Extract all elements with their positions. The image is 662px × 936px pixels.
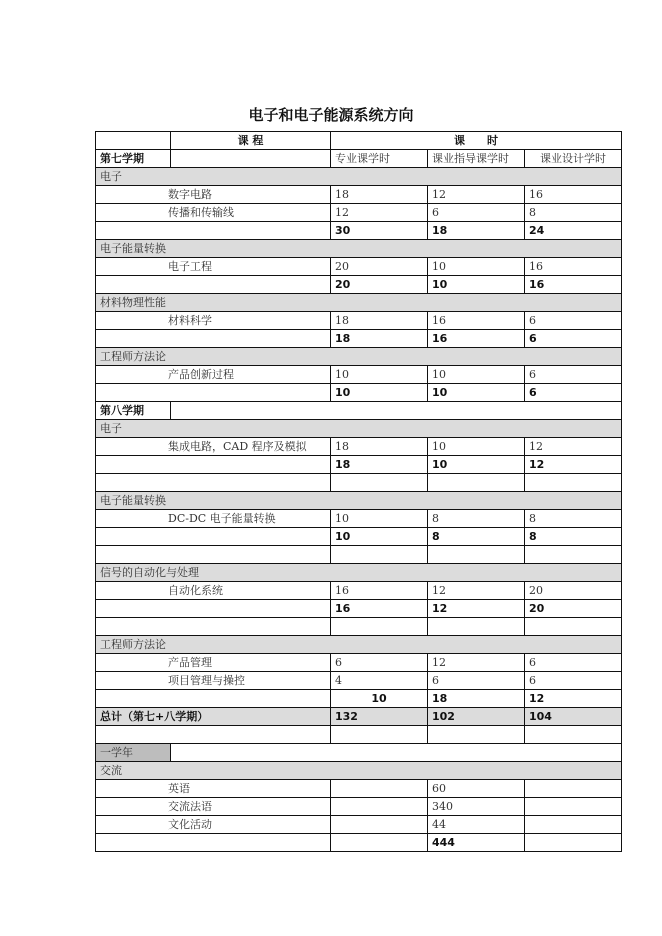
total-row — [96, 222, 622, 240]
empty-cell — [96, 726, 331, 744]
semester-label: 第八学期 — [96, 402, 171, 420]
group-label: 信号的自动化与处理 — [96, 564, 622, 582]
subtotal-value: 16 — [525, 276, 622, 294]
item-row — [96, 258, 622, 276]
empty-cell — [428, 474, 525, 492]
group-row — [96, 240, 622, 258]
empty-cell — [96, 276, 331, 294]
empty-cell — [331, 474, 428, 492]
group-label: 工程师方法论 — [96, 636, 622, 654]
course-name: 产品管理 — [96, 654, 331, 672]
document-title: 电子和电子能源系统方向 — [248, 106, 414, 124]
subtotal-value: 18 — [428, 690, 525, 708]
item-row — [96, 186, 622, 204]
hours-value: 60 — [428, 780, 525, 798]
group-row — [96, 492, 622, 510]
hours-value — [331, 798, 428, 816]
blank-row — [96, 546, 622, 564]
hours-value: 6 — [331, 654, 428, 672]
subtotal-value: 12 — [428, 600, 525, 618]
hours-value — [331, 816, 428, 834]
subtotal-value: 24 — [525, 222, 622, 240]
course-name: 传播和传输线 — [96, 204, 331, 222]
empty-cell — [96, 690, 331, 708]
course-name: 产品创新过程 — [96, 366, 331, 384]
subtotal-value: 30 — [331, 222, 428, 240]
subtotal-value: 10 — [331, 384, 428, 402]
blank-row — [96, 474, 622, 492]
hours-value: 4 — [331, 672, 428, 690]
empty-cell — [96, 600, 331, 618]
blank-row — [96, 726, 622, 744]
empty-cell — [96, 330, 331, 348]
total-row — [96, 456, 622, 474]
course-name: 文化活动 — [96, 816, 331, 834]
column-header: 课业指导课学时 — [428, 150, 525, 168]
hours-value: 20 — [525, 582, 622, 600]
course-name: 自动化系统 — [96, 582, 331, 600]
course-name: 交流法语 — [96, 798, 331, 816]
empty-cell — [171, 402, 622, 420]
group-label: 电子能量转换 — [96, 492, 622, 510]
group-row — [96, 294, 622, 312]
subtotal-value: 18 — [331, 456, 428, 474]
hours-value: 8 — [525, 204, 622, 222]
grand-row — [96, 708, 622, 726]
hours-value: 6 — [428, 204, 525, 222]
item-row — [96, 672, 622, 690]
hours-value: 12 — [428, 582, 525, 600]
hours-value: 16 — [525, 258, 622, 276]
course-name: 电子工程 — [96, 258, 331, 276]
total-row — [96, 528, 622, 546]
course-name: DC-DC 电子能量转换 — [96, 510, 331, 528]
hours-value: 340 — [428, 798, 525, 816]
empty-cell — [525, 726, 622, 744]
hours-value — [331, 780, 428, 798]
item-row — [96, 582, 622, 600]
hours-value: 10 — [428, 438, 525, 456]
subtotal-value: 10 — [428, 456, 525, 474]
hours-value: 8 — [428, 510, 525, 528]
subtotal-value: 10 — [428, 276, 525, 294]
hours-value: 6 — [428, 672, 525, 690]
subtotal-value: 12 — [525, 456, 622, 474]
hours-value: 6 — [525, 312, 622, 330]
hours-value: 44 — [428, 816, 525, 834]
group-row — [96, 636, 622, 654]
course-name: 项目管理与操控 — [96, 672, 331, 690]
blank-row — [96, 618, 622, 636]
hours-value: 18 — [331, 438, 428, 456]
hours-value: 20 — [331, 258, 428, 276]
empty-cell — [96, 546, 331, 564]
empty-cell — [96, 384, 331, 402]
hours-value — [525, 780, 622, 798]
hours-value: 18 — [331, 312, 428, 330]
total-row — [96, 834, 622, 852]
empty-cell — [525, 474, 622, 492]
grand-total-label: 总计（第七+八学期） — [96, 708, 331, 726]
course-hours-table — [95, 131, 622, 852]
item-row — [96, 798, 622, 816]
item-row — [96, 510, 622, 528]
course-name: 集成电路，CAD 程序及模拟 — [96, 438, 331, 456]
item-row — [96, 816, 622, 834]
empty-cell — [428, 546, 525, 564]
empty-cell — [331, 618, 428, 636]
subtotal-value: 20 — [525, 600, 622, 618]
group-row — [96, 168, 622, 186]
header-empty-cell — [96, 132, 171, 150]
group-row — [96, 420, 622, 438]
total-row — [96, 690, 622, 708]
year-row — [96, 744, 622, 762]
subtotal-value: 444 — [428, 834, 525, 852]
group-label: 交流 — [96, 762, 622, 780]
hours-value: 16 — [331, 582, 428, 600]
sem-row — [96, 150, 622, 168]
course-name: 材料科学 — [96, 312, 331, 330]
group-label: 工程师方法论 — [96, 348, 622, 366]
item-row — [96, 312, 622, 330]
empty-cell — [96, 456, 331, 474]
grand-total-value: 132 — [331, 708, 428, 726]
group-label: 电子 — [96, 168, 622, 186]
hours-value: 6 — [525, 366, 622, 384]
empty-cell — [96, 618, 331, 636]
subtotal-value: 8 — [525, 528, 622, 546]
empty-cell — [171, 150, 331, 168]
group-label: 电子能量转换 — [96, 240, 622, 258]
empty-cell — [331, 726, 428, 744]
subtotal-value: 10 — [331, 528, 428, 546]
subtotal-value — [331, 834, 428, 852]
subtotal-value: 10 — [428, 384, 525, 402]
header-course: 课 程 — [171, 132, 331, 150]
hours-value: 12 — [428, 186, 525, 204]
subtotal-value — [525, 834, 622, 852]
grand-total-value: 104 — [525, 708, 622, 726]
column-header: 专业课学时 — [331, 150, 428, 168]
hours-value: 10 — [331, 510, 428, 528]
empty-cell — [428, 726, 525, 744]
hours-value: 12 — [525, 438, 622, 456]
group-row — [96, 564, 622, 582]
subtotal-value: 12 — [525, 690, 622, 708]
hours-value: 12 — [428, 654, 525, 672]
subtotal-value: 6 — [525, 384, 622, 402]
group-row — [96, 762, 622, 780]
hours-value — [525, 816, 622, 834]
subtotal-value: 8 — [428, 528, 525, 546]
subtotal-value: 6 — [525, 330, 622, 348]
subtotal-value: 16 — [331, 600, 428, 618]
hours-value: 10 — [428, 258, 525, 276]
hours-value: 6 — [525, 654, 622, 672]
sem-row — [96, 402, 622, 420]
hours-value — [525, 798, 622, 816]
item-row — [96, 654, 622, 672]
hours-value: 12 — [331, 204, 428, 222]
hours-value: 16 — [525, 186, 622, 204]
subtotal-value: 18 — [331, 330, 428, 348]
subtotal-value: 16 — [428, 330, 525, 348]
hours-value: 16 — [428, 312, 525, 330]
grand-total-value: 102 — [428, 708, 525, 726]
subtotal-value: 18 — [428, 222, 525, 240]
empty-cell — [96, 528, 331, 546]
total-row — [96, 276, 622, 294]
course-name: 数字电路 — [96, 186, 331, 204]
item-row — [96, 366, 622, 384]
total-row — [96, 330, 622, 348]
hours-value: 8 — [525, 510, 622, 528]
empty-cell — [171, 744, 622, 762]
subtotal-value: 20 — [331, 276, 428, 294]
hours-value: 6 — [525, 672, 622, 690]
hours-value: 10 — [428, 366, 525, 384]
item-row — [96, 438, 622, 456]
total-row — [96, 600, 622, 618]
total-row — [96, 384, 622, 402]
empty-cell — [428, 618, 525, 636]
empty-cell — [331, 546, 428, 564]
item-row — [96, 780, 622, 798]
empty-cell — [96, 834, 331, 852]
empty-cell — [96, 474, 331, 492]
column-header: 课业设计学时 — [525, 150, 622, 168]
header-hours: 课 时 — [331, 132, 622, 150]
year-label: 一学年 — [96, 744, 171, 762]
empty-cell — [525, 546, 622, 564]
table-header-row — [96, 132, 622, 150]
hours-value: 18 — [331, 186, 428, 204]
course-name: 英语 — [96, 780, 331, 798]
group-label: 电子 — [96, 420, 622, 438]
empty-cell — [525, 618, 622, 636]
group-row — [96, 348, 622, 366]
item-row — [96, 204, 622, 222]
semester-label: 第七学期 — [96, 150, 171, 168]
hours-value: 10 — [331, 366, 428, 384]
group-label: 材料物理性能 — [96, 294, 622, 312]
subtotal-value: 10 — [331, 690, 428, 708]
empty-cell — [96, 222, 331, 240]
